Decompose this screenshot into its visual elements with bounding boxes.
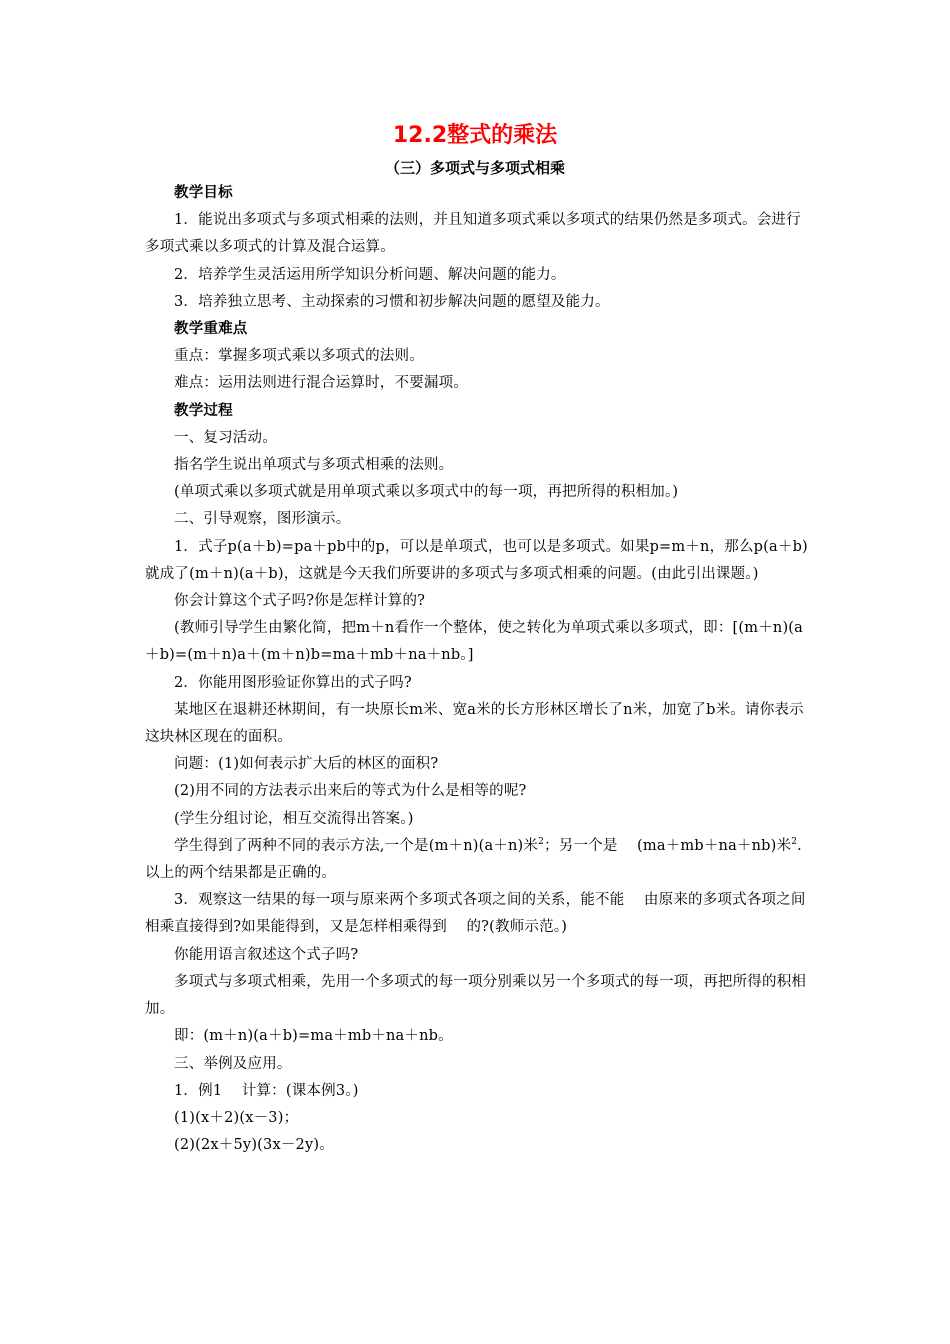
text-run: 学生得到了两种不同的表示方法,一个是(m＋n)(a＋n)米: [174, 837, 539, 854]
paragraph: 指名学生说出单项式与多项式相乘的法则。: [174, 457, 454, 474]
paragraph: 三、举例及应用。: [174, 1055, 292, 1072]
heading-goals: 教学目标: [174, 185, 233, 201]
paragraph: 多项式与多项式相乘，先用一个多项式的每一项分别乘以另一个多项式的每一项，再把所得的积相加。: [145, 973, 807, 1018]
document-body: [145, 180, 810, 1159]
paragraph-with-superscripts: [145, 833, 810, 887]
paragraph: 即：(m＋n)(a＋b)=ma＋mb＋na＋nb。: [174, 1028, 453, 1045]
page-title: 12.2整式的乘法: [392, 123, 558, 148]
paragraph: (1)(x＋2)(x－3)；: [174, 1109, 299, 1126]
paragraph: (2)(2x＋5y)(3x－2y)。: [174, 1137, 334, 1154]
paragraph: 1．能说出多项式与多项式相乘的法则，并且知道多项式乘以多项式的结果仍然是多项式。会进行多项式乘以多项式的计算及混合运算。: [145, 212, 801, 256]
text-run: .以上的两个结果都是正确的。: [145, 837, 802, 882]
paragraph: 某地区在退耕还林期间，有一块原长m米、宽a米的长方形林区增长了n米，加宽了b米。请你表示这块林区现在的面积。: [145, 701, 804, 746]
paragraph: 1．例1 计算：(课本例3。): [174, 1082, 359, 1099]
paragraph: (学生分组讨论，相互交流得出答案。): [174, 810, 414, 827]
superscript: 2: [791, 837, 798, 848]
paragraph: 你会计算这个式子吗?你是怎样计算的?: [174, 593, 426, 610]
paragraph: (单项式乘以多项式就是用单项式乘以多项式中的每一项，再把所得的积相加。): [174, 484, 679, 501]
paragraph: 3．观察这一结果的每一项与原来两个多项式各项之间的关系，能不能 由原来的多项式各项之间相乘直接得到?如果能得到，又是怎样相乘得到 的?(教师示范。): [145, 892, 806, 936]
text-run: ；另一个是 (ma＋mb＋na＋nb)米: [544, 837, 792, 854]
paragraph: 3．培养独立思考、主动探索的习惯和初步解决问题的愿望及能力。: [174, 293, 610, 310]
superscript: 2: [538, 837, 545, 848]
paragraph: 1．式子p(a＋b)=pa＋pb中的p，可以是单项式，也可以是多项式。如果p=m＋n，那么p(a＋b)就成了(m＋n)(a＋b)，这就是今天我们所要讲的多项式与多项式相乘的问题。(由此引出课题。): [145, 538, 808, 582]
paragraph: 二、引导观察，图形演示。: [174, 511, 351, 528]
heading-key-points: 教学重难点: [174, 321, 248, 338]
heading-process: 教学过程: [174, 402, 233, 419]
paragraph: (教师引导学生由繁化简，把m＋n看作一个整体，使之转化为单项式乘以多项式，即：[(m＋n)(a＋b)=(m＋n)a＋(m＋n)b=ma＋mb＋na＋nb。]: [145, 620, 804, 664]
paragraph: 你能用语言叙述这个式子吗?: [174, 946, 359, 963]
paragraph: 一、复习活动。: [174, 429, 277, 446]
paragraph: (2)用不同的方法表示出来后的等式为什么是相等的呢?: [174, 783, 527, 800]
page-subtitle: （三）多项式与多项式相乘: [384, 159, 565, 177]
paragraph: 2．培养学生灵活运用所学知识分析问题、解决问题的能力。: [174, 266, 566, 283]
paragraph: 问题：(1)如何表示扩大后的林区的面积?: [174, 756, 439, 773]
paragraph: 重点：掌握多项式乘以多项式的法则。: [174, 348, 424, 365]
paragraph: 2．你能用图形验证你算出的式子吗?: [174, 674, 412, 691]
paragraph: 难点：运用法则进行混合运算时，不要漏项。: [174, 375, 468, 392]
